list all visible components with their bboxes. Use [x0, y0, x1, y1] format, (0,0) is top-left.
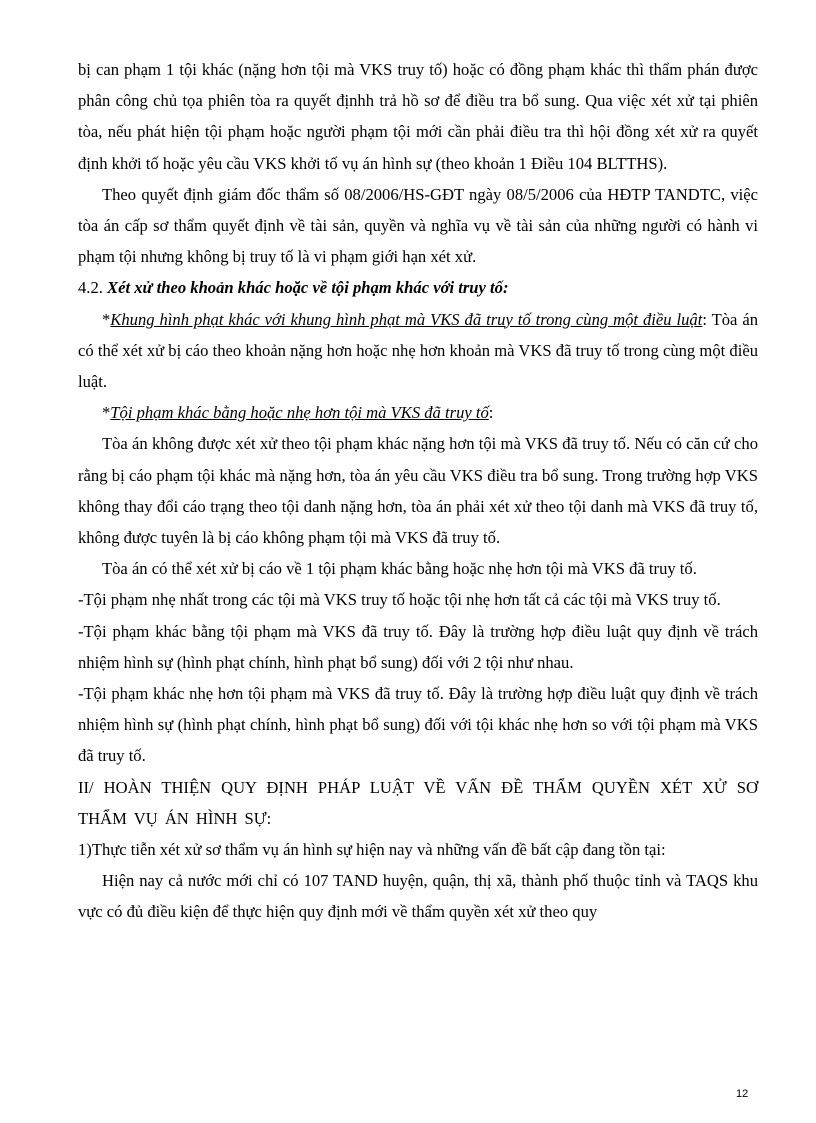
- underlined-subheading: Khung hình phạt khác với khung hình phạt mà VKS đã truy tố trong cùng một điều luật: [110, 309, 703, 329]
- page-number: 12: [736, 1088, 749, 1100]
- list-item-3: -Tội phạm khác nhẹ hơn tội phạm mà VKS đã truy tố. Đây là trường hợp điều luật quy định về trách nhiệm hình sự (hình phạt chính, hình phạt bổ sung) đối với tội khác nhẹ hơn so với tội phạm mà VKS đã truy tố.: [78, 684, 758, 766]
- bullet-star: *: [102, 309, 111, 329]
- subsection-heading: 1)Thực tiễn xét xử sơ thẩm vụ án hình sự hiện nay và những vấn đề bất cập đang tồn tại:: [78, 840, 666, 860]
- paragraph-text: : Tòa án có thể xét xử bị cáo theo khoản nặng hơn hoặc nhẹ hơn khoản mà VKS đã truy tố trong cùng một điều luật.: [78, 309, 759, 392]
- section-heading-4-2: [78, 272, 758, 303]
- underlined-subheading: Tội phạm khác bằng hoặc nhẹ hơn tội mà VKS đã truy tố: [110, 403, 489, 423]
- paragraph-2: Theo quyết định giám đốc thẩm số 08/2006/HS-GĐT ngày 08/5/2006 của HĐTP TANDTC, việc tòa án cấp sơ thẩm quyết định về tài sản, quyền và nghĩa vụ về tài sản của những người có hành vi phạm tội nhưng không bị truy tố là vi phạm giới hạn xét xử.: [78, 184, 758, 267]
- list-item-1: -Tội phạm nhẹ nhất trong các tội mà VKS truy tố hoặc tội nhẹ hơn tất cả các tội mà VKS truy tố.: [78, 590, 721, 610]
- chapter-heading: II/ HOÀN THIỆN QUY ĐỊNH PHÁP LUẬT VỀ VẤN ĐỀ THẨM QUYỀN XÉT XỬ SƠ THẨM VỤ ÁN HÌNH SỰ:: [78, 777, 758, 828]
- document-page: [78, 54, 758, 928]
- paragraph-text: :: [488, 403, 494, 423]
- bullet-star: *: [102, 403, 111, 423]
- paragraph-6: Tòa án có thể xét xử bị cáo về 1 tội phạm khác bằng hoặc nhẹ hơn tội mà VKS đã truy tố.: [102, 559, 697, 579]
- paragraph-5: Tòa án không được xét xử theo tội phạm khác nặng hơn tội mà VKS đã truy tố. Nếu có căn cứ cho rằng bị cáo phạm tội khác mà nặng hơn, tòa án yêu cầu VKS điều tra bổ sung. Trong trường hợp VKS không thay đổi cáo trạng theo tội danh nặng hơn, tòa án phải xét xử theo tội danh mà VKS đã truy tố, không được tuyên là bị cáo không phạm tội mà VKS đã truy tố.: [78, 434, 758, 548]
- paragraph-10: Hiện nay cả nước mới chỉ có 107 TAND huyện, quận, thị xã, thành phố thuộc tỉnh và TAQS khu vực có đủ điều kiện để thực hiện quy định mới về thẩm quyền xét xử theo quy: [78, 871, 758, 922]
- section-number: 4.2.: [78, 278, 108, 298]
- paragraph-3: [78, 304, 758, 398]
- paragraph-1: bị can phạm 1 tội khác (nặng hơn tội mà VKS truy tố) hoặc có đồng phạm khác thì thẩm phán được phân công chủ tọa phiên tòa ra quyết địnhh trả hồ sơ để điều tra bổ sung. Qua việc xét xử tại phiên tòa, nếu phát hiện tội phạm hoặc người phạm tội mới cần phải điều tra thì hội đồng xét xử ra quyết định khởi tố hoặc yêu cầu VKS khởi tố vụ án hình sự (theo khoản 1 Điều 104 BLTTHS).: [78, 60, 758, 173]
- section-title: Xét xử theo khoản khác hoặc về tội phạm khác với truy tố:: [107, 278, 509, 298]
- list-item-2: -Tội phạm khác bằng tội phạm mà VKS đã truy tố. Đây là trường hợp điều luật quy định về trách nhiệm hình sự (hình phạt chính, hình phạt bổ sung) đối với 2 tội như nhau.: [78, 621, 758, 672]
- paragraph-4: [78, 397, 758, 428]
